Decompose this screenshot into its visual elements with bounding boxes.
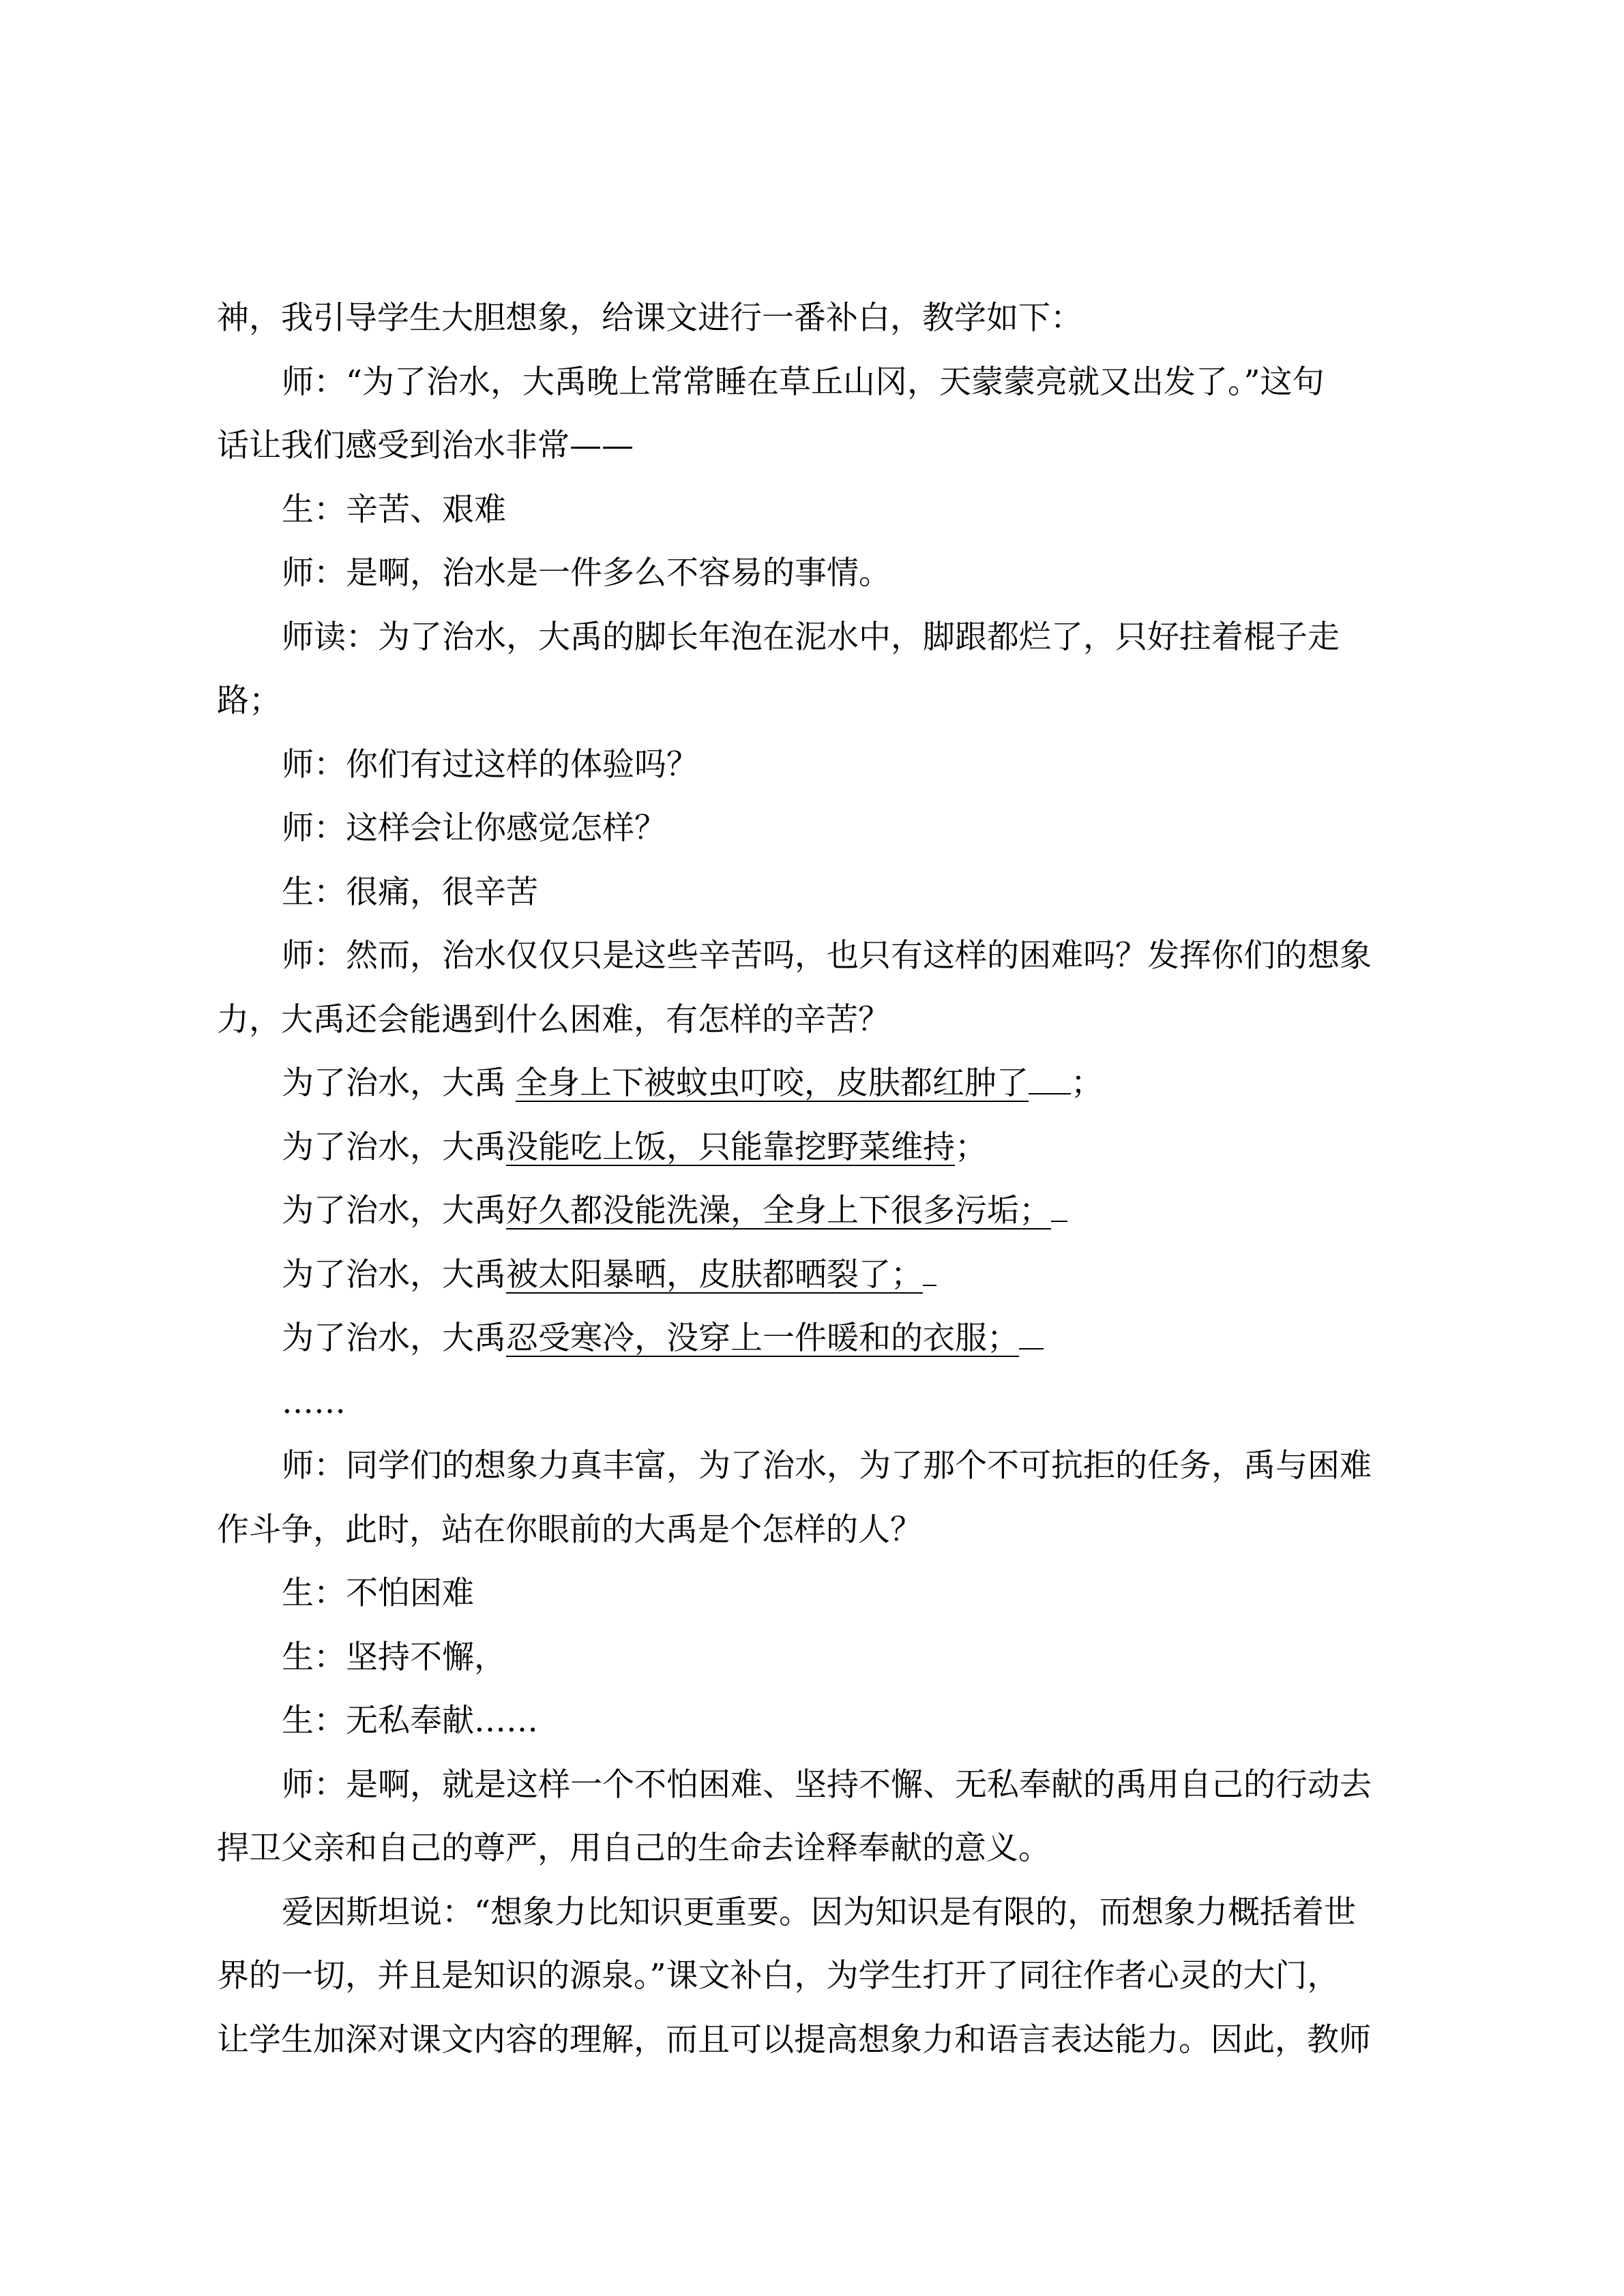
fill-end: ； bbox=[1071, 1064, 1103, 1102]
fill-prefix: 为了治水，大禹 bbox=[282, 1256, 506, 1294]
paragraph-line: 师读：为了治水，大禹的脚长年泡在泥水中，脚跟都烂了，只好拄着棍子走 bbox=[282, 618, 1340, 656]
fill-line bbox=[282, 1255, 936, 1296]
paragraph-line: 话让我们感受到治水非常—— bbox=[217, 427, 634, 464]
paragraph-line: 生：辛苦、艰难 bbox=[282, 491, 506, 528]
paragraph-line: 生：很痛，很辛苦 bbox=[282, 874, 538, 911]
fill-line bbox=[282, 1063, 1103, 1104]
fill-prefix: 为了治水，大禹 bbox=[282, 1129, 506, 1166]
fill-answer: 忍受寒冷，没穿上一件暖和的衣服； bbox=[506, 1320, 1019, 1357]
paragraph-line: 师：你们有过这样的体验吗？ bbox=[282, 746, 698, 784]
fill-answer: 被太阳暴晒，皮肤都晒裂了； bbox=[506, 1256, 923, 1294]
fill-line bbox=[282, 1127, 987, 1168]
paragraph-line: 生：坚持不懈， bbox=[282, 1639, 506, 1676]
fill-line bbox=[282, 1191, 1067, 1232]
paragraph-line: 生：无私奉献…… bbox=[282, 1702, 538, 1740]
paragraph-line: 师：同学们的想象力真丰富，为了治水，为了那个不可抗拒的任务，禹与困难 bbox=[282, 1447, 1372, 1485]
fill-prefix: 为了治水，大禹 bbox=[282, 1064, 506, 1102]
paragraph-line: 爱因斯坦说：“想象力比知识更重要。因为知识是有限的，而想象力概括着世 bbox=[282, 1894, 1357, 1931]
paragraph-line: 生：不怕困难 bbox=[282, 1575, 474, 1612]
paragraph-line: 师：是啊，就是这样一个不怕困难、坚持不懈、无私奉献的禹用自己的行动去 bbox=[282, 1766, 1372, 1804]
fill-prefix: 为了治水，大禹 bbox=[282, 1320, 506, 1357]
paragraph-line: 作斗争，此时，站在你眼前的大禹是个怎样的人？ bbox=[217, 1511, 922, 1549]
paragraph-line: 师：然而，治水仅仅只是这些辛苦吗，也只有这样的困难吗？发挥你们的想象 bbox=[282, 937, 1372, 974]
paragraph-line: 师：这样会让你感觉怎样？ bbox=[282, 809, 666, 847]
fill-prefix: 为了治水，大禹 bbox=[282, 1192, 506, 1229]
fill-line bbox=[282, 1318, 1044, 1359]
fill-answer: 全身上下被蚊虫叮咬，皮肤都红肿了 bbox=[516, 1064, 1029, 1102]
ellipsis-line: …… bbox=[282, 1384, 346, 1421]
fill-answer: 好久都没能洗澡，全身上下很多污垢； bbox=[506, 1192, 1051, 1229]
paragraph-line: 让学生加深对课文内容的理解，而且可以提高想象力和语言表达能力。因此，教师 bbox=[217, 2021, 1371, 2059]
paragraph-line: 神，我引导学生大胆想象，给课文进行一番补白，教学如下： bbox=[217, 299, 1082, 337]
paragraph-line: 力，大禹还会能遇到什么困难，有怎样的辛苦？ bbox=[217, 1001, 890, 1039]
paragraph-line: 路； bbox=[217, 682, 281, 719]
paragraph-line: 界的一切，并且是知识的源泉。”课文补白，为学生打开了同往作者心灵的大门， bbox=[217, 1957, 1340, 1995]
paragraph-line: 师：“为了治水，大禹晚上常常睡在草丘山冈，天蒙蒙亮就又出发了。”这句 bbox=[282, 363, 1325, 401]
paragraph-line: 师：是啊，治水是一件多么不容易的事情。 bbox=[282, 554, 891, 592]
paragraph-line: 捍卫父亲和自己的尊严，用自己的生命去诠释奉献的意义。 bbox=[217, 1830, 1050, 1867]
fill-answer: 没能吃上饭，只能靠挖野菜维持 bbox=[506, 1129, 955, 1166]
fill-end: ； bbox=[955, 1129, 987, 1166]
